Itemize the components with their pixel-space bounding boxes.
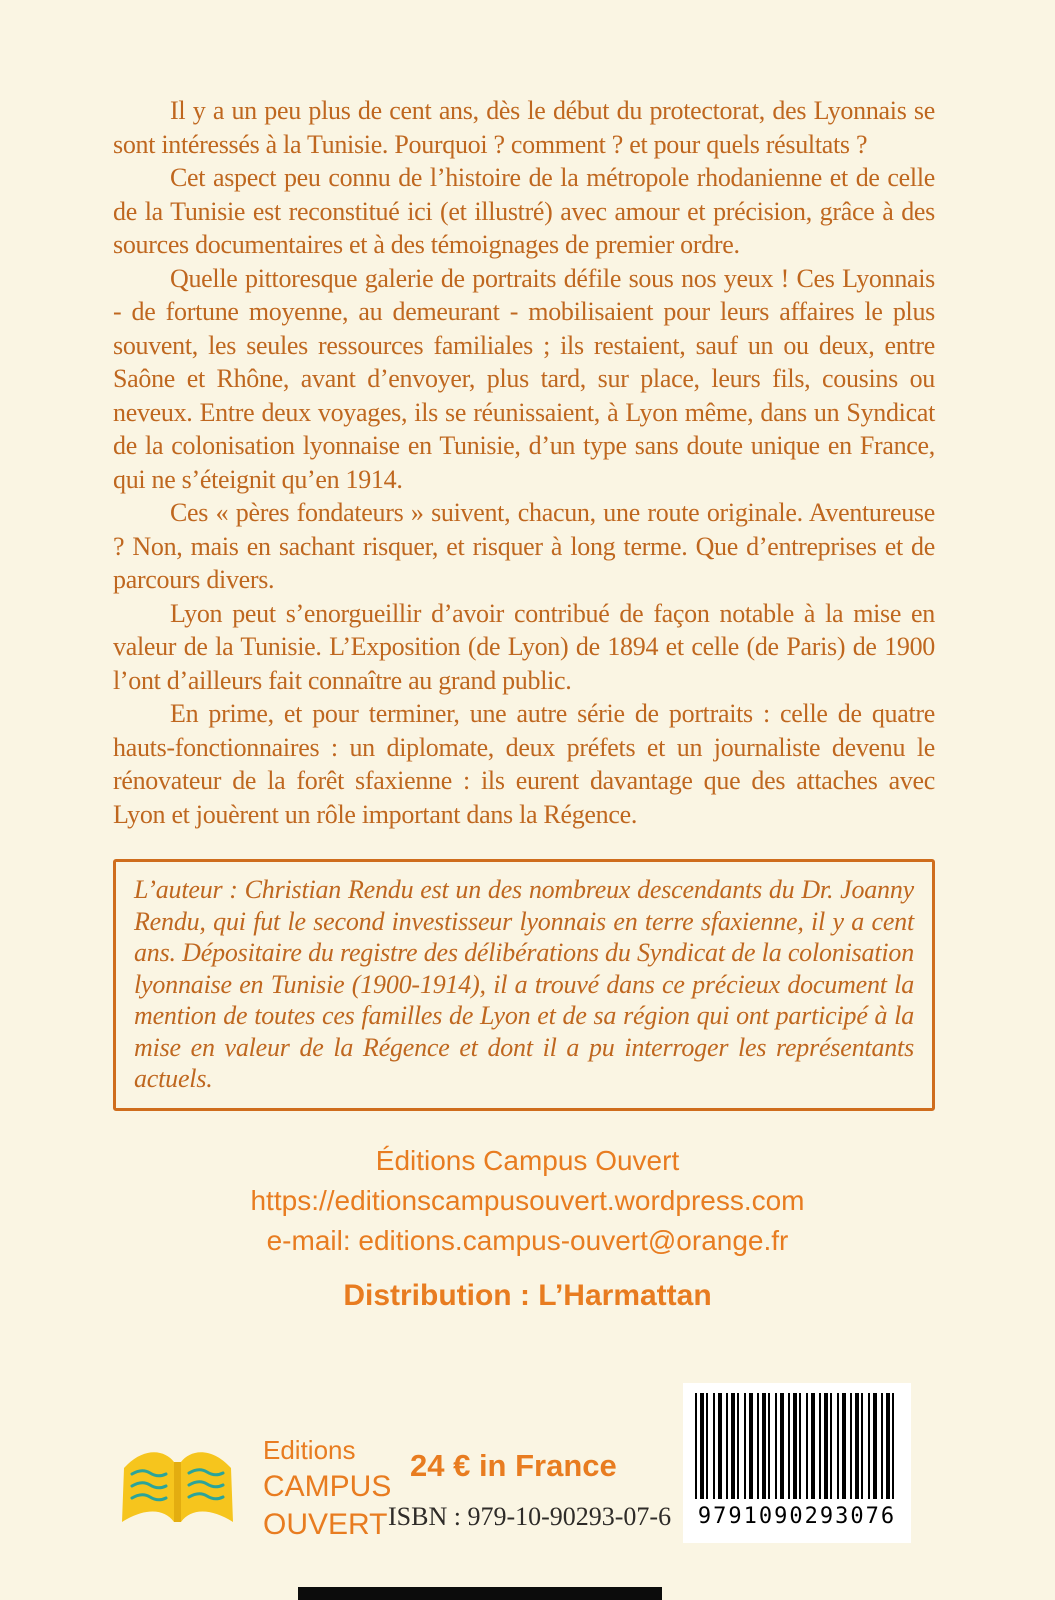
- publisher-logo-text: [263, 1432, 391, 1544]
- logo-line-ouvert: OUVERT: [263, 1508, 388, 1541]
- barcode-bars: [695, 1393, 899, 1499]
- open-book-icon: [110, 1436, 245, 1544]
- barcode: [683, 1383, 911, 1543]
- logo-line-editions: Editions: [263, 1435, 356, 1465]
- publisher-email: e-mail: editions.campus-ouvert@orange.fr: [266, 1224, 789, 1256]
- logo-line-campus: CAMPUS: [263, 1470, 392, 1503]
- distribution-line: Distribution : L’Harmattan: [343, 1278, 712, 1312]
- isbn-label: ISBN : 979-10-90293-07-6: [388, 1502, 672, 1531]
- synopsis-paragraph: Lyon peut s’enorgueillir d’avoir contribué de façon notable à la mise en valeur de la Tunisie. L’Exposition (de Lyon) de 1894 et celle (de Paris) de 1900 l’ont d’ailleurs fait connaître au grand public.: [113, 598, 935, 695]
- publisher-name: Éditions Campus Ouvert: [375, 1144, 680, 1176]
- synopsis-paragraph: Il y a un peu plus de cent ans, dès le début du protectorat, des Lyonnais se sont intéressés à la Tunisie. Pourquoi ? comment ? et pour quels résultats ?: [113, 96, 935, 159]
- barcode-number: 9791090293076: [697, 1504, 897, 1529]
- synopsis-paragraph: Ces « pères fondateurs » suivent, chacun, une route originale. Aventureuse ? Non, mais en sachant risquer, et risquer à long terme. Que d’entreprises et de parcours divers.: [113, 498, 935, 594]
- bottom-black-strip: [298, 1587, 662, 1600]
- publisher-logo: [110, 1436, 245, 1544]
- author-bio-text: L’auteur : Christian Rendu est un des nombreux descendants du Dr. Joanny Rendu, qui fut le second investisseur lyonnais en terre sfaxienne, il y a cent ans. Dépositaire du registre des délibérations du Syndicat de la colonisation lyonnaise en Tunisie (1900-1914), il a trouvé dans ce précieux document la mention de toutes ces familles de Lyon et de sa région qui ont participé à la mise en valeur de la Régence et dont il a pu interroger les représentants actuels.: [134, 875, 914, 1093]
- synopsis-paragraph: En prime, et pour terminer, une autre série de portraits : celle de quatre hauts-fonctionnaires : un diplomate, deux préfets et un journaliste devenu le rénovateur de la forêt sfaxienne : ils eurent davantage que des attaches avec Lyon et jouèrent un rôle important dans la Régence.: [113, 699, 935, 829]
- synopsis-paragraph: Cet aspect peu connu de l’histoire de la métropole rhodanienne et de celle de la Tunisie est reconstitué ici (et illustré) avec amour et précision, grâce à des sources documentaires et à des témoignages de premier ordre.: [113, 163, 935, 259]
- price-label: 24 € in France: [410, 1448, 617, 1483]
- publisher-website: https://editionscampusouvert.wordpress.com: [250, 1184, 805, 1216]
- synopsis-paragraph: Quelle pittoresque galerie de portraits défile sous nos yeux ! Ces Lyonnais - de fortune moyenne, au demeurant - mobilisaient pour leurs affaires le plus souvent, les seules ressources familiales ; ils restaient, sauf un ou deux, entre Saône et Rhône, avant d’envoyer, plus tard, sur place, leurs fils, cousins ou neveux. Entre deux voyages, ils se réunissaient, à Lyon même, dans un Syndicat de la colonisation lyonnaise en Tunisie, d’un type sans doute unique en France, qui ne s’éteignit qu’en 1914.: [113, 263, 935, 494]
- author-box: [113, 859, 935, 1111]
- publisher-block: [0, 1141, 1055, 1261]
